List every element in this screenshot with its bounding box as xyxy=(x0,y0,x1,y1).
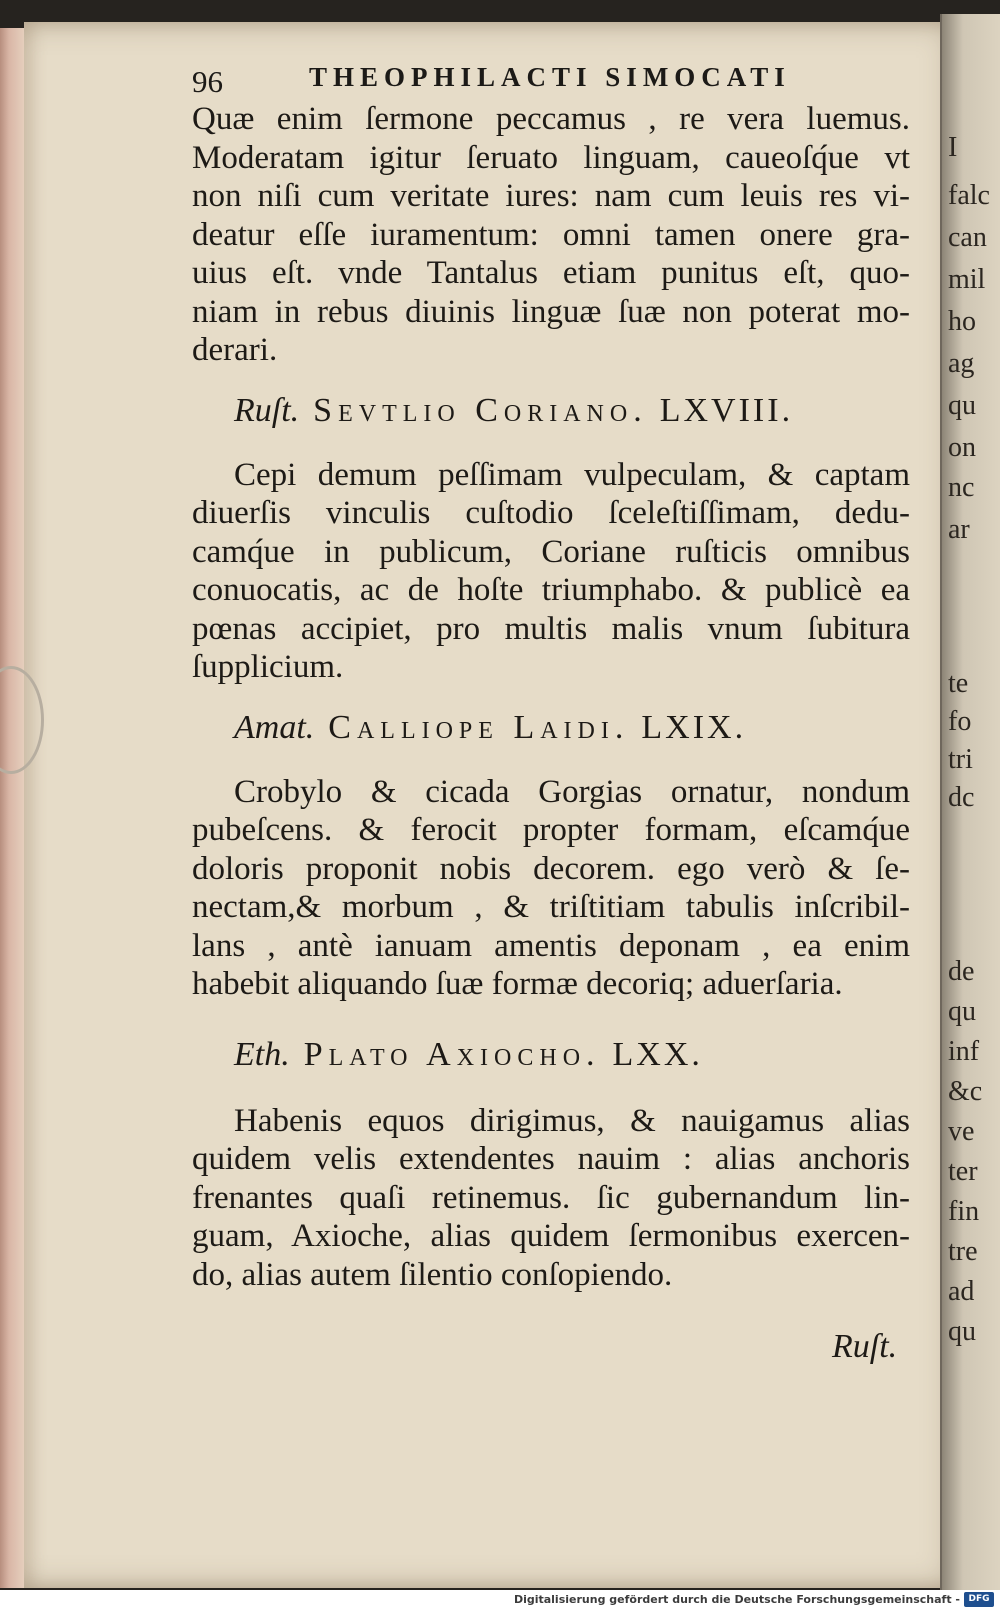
letter-70-text xyxy=(192,1102,910,1295)
text-line: Moderatam igitur ſeruato linguam, caueoſq́ue vt xyxy=(192,139,910,176)
adjacent-page-fragment: qu xyxy=(948,996,976,1027)
text-line: non niſi cum veritate iures: nam cum leuis res vi- xyxy=(192,178,910,214)
digitization-footer xyxy=(0,1590,1000,1610)
adjacent-page-fragment: &c xyxy=(948,1076,983,1107)
text-line: guam, Axioche, alias quidem ſermonibus exercen- xyxy=(192,1218,910,1254)
adjacent-page-fragment: falc xyxy=(948,180,990,211)
text-line: Crobylo & cicada Gorgias ornatur, nondum xyxy=(234,773,910,810)
adjacent-page-fragment: ho xyxy=(948,306,976,337)
running-head: THEOPHILACTI SIMOCATI xyxy=(309,62,791,92)
adjacent-page-edge xyxy=(940,14,1000,1590)
text-line: lans , antè ianuam amentis deponam , ea enim xyxy=(192,927,910,964)
letter-69-text xyxy=(192,773,910,1004)
text-line: pubeſcens. & ferocit propter formam, eſcamq́ue xyxy=(192,812,910,848)
letter-68-text xyxy=(192,456,910,687)
letter-category: Ruſt. xyxy=(234,391,300,429)
text-line: frenantes quaſi retinemus. ſic gubernandum lin- xyxy=(192,1179,910,1216)
letter-number: LXIX. xyxy=(641,708,747,746)
adjacent-page-fragment: can xyxy=(948,222,987,253)
left-page-edges xyxy=(0,28,26,1588)
adjacent-page-fragment: qu xyxy=(948,1316,976,1347)
adjacent-page-fragment: fo xyxy=(948,706,972,737)
adjacent-page-fragment: fin xyxy=(948,1196,980,1227)
adjacent-page-fragment: on xyxy=(948,432,976,463)
letter-names: Sevtlio Coriano. xyxy=(313,391,648,429)
adjacent-page-fragment: de xyxy=(948,956,975,987)
letter-number: LXX. xyxy=(612,1035,703,1073)
letter-heading-69 xyxy=(234,709,910,747)
text-line: habebit aliquando ſuæ formæ decoriq; aduerſaria. xyxy=(192,966,843,1002)
text-line: Habenis equos dirigimus, & nauigamus alias xyxy=(234,1102,910,1139)
adjacent-page-fragment: ve xyxy=(948,1116,975,1147)
text-line: Cepi demum peſſimam vulpeculam, & captam xyxy=(234,456,910,493)
text-line: uius eſt. vnde Tantalus etiam punitus eſt, quo- xyxy=(192,255,910,291)
text-line: nectam,& morbum , & triſtitiam tabulis inſcribil- xyxy=(192,889,910,925)
text-line: pœnas accipiet, pro multis malis vnum ſubitura xyxy=(192,610,910,647)
letter-names: Calliope Laidi. xyxy=(328,708,630,746)
adjacent-page-fragment: I xyxy=(948,132,958,163)
text-line: conuocatis, ac de hoſte triumphabo. & publicè ea xyxy=(192,572,910,608)
letter-category: Amat. xyxy=(234,708,315,746)
page-number: 96 xyxy=(192,64,223,99)
adjacent-page-fragment: mil xyxy=(948,264,986,295)
text-line: ſupplicium. xyxy=(192,649,344,685)
text-line: deatur eſſe iuramentum: omni tamen onere gra- xyxy=(192,216,910,253)
dfg-logo: DFG xyxy=(964,1592,994,1607)
funding-credit: Digitalisierung gefördert durch die Deutsche Forschungsgemeinschaft - xyxy=(513,1593,960,1606)
letter-category: Eth. xyxy=(234,1035,290,1073)
adjacent-page-fragment: ag xyxy=(948,348,975,379)
text-line: derari. xyxy=(192,332,278,368)
letter-heading-70 xyxy=(234,1036,910,1074)
adjacent-page-fragment: ar xyxy=(948,514,970,545)
adjacent-page-fragment: te xyxy=(948,668,969,699)
page-body xyxy=(192,100,910,1294)
text-line: diuerſis vinculis cuſtodio ſceleſtiſſimam, dedu- xyxy=(192,495,910,531)
letter-number: LXVIII. xyxy=(659,391,794,429)
catchword: Ruſt. xyxy=(832,1328,898,1365)
letter-heading-68 xyxy=(234,392,910,430)
text-line: do, alias autem ſilentio conſopiendo. xyxy=(192,1256,673,1293)
adjacent-page-fragment: tri xyxy=(948,744,973,775)
text-line: Quæ enim ſermone peccamus , re vera luemus. xyxy=(192,101,910,137)
text-line: doloris proponit nobis decorem. ego verò & ſe- xyxy=(192,850,910,887)
adjacent-page-fragment: nc xyxy=(948,472,975,503)
text-line: niam in rebus diuinis linguæ ſuæ non poterat mo- xyxy=(192,293,910,330)
adjacent-page-fragment: qu xyxy=(948,390,976,421)
adjacent-page-fragment: dc xyxy=(948,782,975,813)
text-line: quidem velis extendentes nauim : alias anchoris xyxy=(192,1141,910,1177)
adjacent-page-fragment: ter xyxy=(948,1156,978,1187)
adjacent-page-fragment: ad xyxy=(948,1276,975,1307)
adjacent-page-fragment: inf xyxy=(948,1036,980,1067)
adjacent-page-fragment: tre xyxy=(948,1236,978,1267)
paragraph-continuation xyxy=(192,100,910,370)
text-line: camq́ue in publicum, Coriane ruſticis omnibus xyxy=(192,533,910,570)
letter-names: Plato Axiocho. xyxy=(303,1035,601,1073)
